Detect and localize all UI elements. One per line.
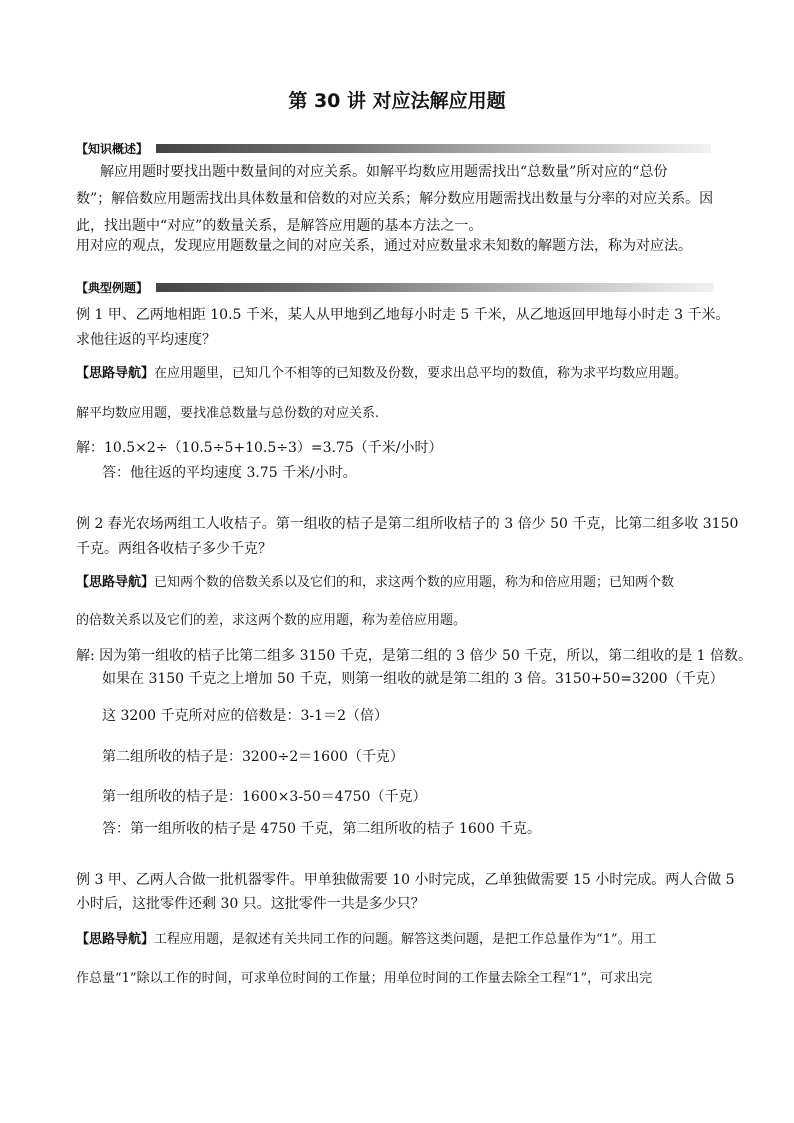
overview-line-1: 解应用题时要找出题中数量间的对应关系。如解平均数应用题需找出“总数量”所对应的“总份	[100, 164, 668, 180]
example3-guide	[76, 930, 657, 950]
example3-question-line-1: 例 3 甲、乙两人合做一批机器零件。甲单独做需要 10 小时完成，乙单独做需要 15 小时完成。两人合做 5	[76, 872, 735, 888]
example1-answer: 答：他往返的平均速度 3.75 千米/小时。	[102, 465, 357, 481]
section-divider-bar	[156, 283, 714, 292]
example3-question-line-2: 小时后，这批零件还剩 30 只。这批零件一共是多少只？	[76, 896, 425, 912]
example3-guide-line-2: 作总量“1”除以工作的时间，可求单位时间的工作量；用单位时间的工作量去除全工程“1”，可求出完	[76, 971, 653, 986]
examples-section-header	[76, 277, 714, 297]
example2-guide-line-2: 的倍数关系以及它们的差，求这两个数的应用题，称为差倍应用题。	[76, 613, 467, 628]
guide-text: 在应用题里，已知几个不相等的已知数及份数，要求出总平均的数值，称为求平均数应用题。	[154, 366, 688, 381]
example2-solution-line-4: 第二组所收的桔子是：3200÷2＝1600（千克）	[102, 749, 404, 765]
example1-question-line-1: 例 1 甲、乙两地相距 10.5 千米，某人从甲地到乙地每小时走 5 千米，从乙地返回甲地每小时走 3 千米。	[76, 307, 730, 323]
guide-label: 【思路导航】	[76, 932, 155, 947]
guide-label: 【思路导航】	[76, 575, 155, 590]
example2-solution-line-1: 解: 因为第一组收的桔子比第二组多 3150 千克，是第二组的 3 倍少 50 千克，所以，第二组收的是 1 倍数。	[76, 648, 753, 664]
example1-guide	[76, 364, 687, 384]
example2-solution-line-5: 第一组所收的桔子是：1600×3-50＝4750（千克）	[102, 789, 427, 805]
guide-label: 【思路导航】	[76, 366, 155, 381]
example1-question-line-2: 求他往返的平均速度？	[76, 332, 216, 348]
overview-section-header	[76, 138, 711, 158]
example2-question-line-1: 例 2 春光农场两组工人收桔子。第一组收的桔子是第二组所收桔子的 3 倍少 50 千克，比第二组多收 3150	[76, 516, 739, 532]
example2-answer: 答：第一组所收的桔子是 4750 千克，第二组所收的桔子 1600 千克。	[102, 821, 542, 837]
example2-solution-line-2: 如果在 3150 千克之上增加 50 千克，则第一组收的就是第二组的 3 倍。3150+50=3200（千克）	[102, 671, 724, 687]
overview-line-2: 数”；解倍数应用题需找出具体数量和倍数的对应关系；解分数应用题需找出数量与分率的对应关系。因	[76, 191, 714, 207]
example1-guide-line-2: 解平均数应用题，要找准总数量与总份数的对应关系.	[76, 406, 380, 421]
guide-text: 工程应用题，是叙述有关共同工作的问题。解答这类问题，是把工作总量作为“1”。用工	[154, 932, 657, 947]
examples-label: 【典型例题】	[76, 280, 149, 295]
overview-line-3: 此，找出题中“对应”的数量关系，是解答应用题的基本方法之一。	[76, 218, 483, 234]
overview-label: 【知识概述】	[76, 141, 149, 156]
section-divider-bar	[156, 144, 711, 153]
example2-question-line-2: 千克。两组各收桔子多少千克？	[76, 541, 272, 557]
overview-line-4: 用对应的观点，发现应用题数量之间的对应关系，通过对应数量求未知数的解题方法，称为对应法。	[76, 238, 692, 254]
page-title: 第 30 讲 对应法解应用题	[288, 90, 506, 112]
guide-text: 已知两个数的倍数关系以及它们的和，求这两个数的应用题，称为和倍应用题；已知两个数	[154, 575, 675, 590]
example1-solution: 解：10.5×2÷（10.5÷5+10.5÷3）=3.75（千米/小时）	[76, 440, 443, 456]
example2-guide	[76, 573, 674, 593]
example2-solution-line-3: 这 3200 千克所对应的倍数是：3-1＝2（倍）	[102, 708, 388, 724]
